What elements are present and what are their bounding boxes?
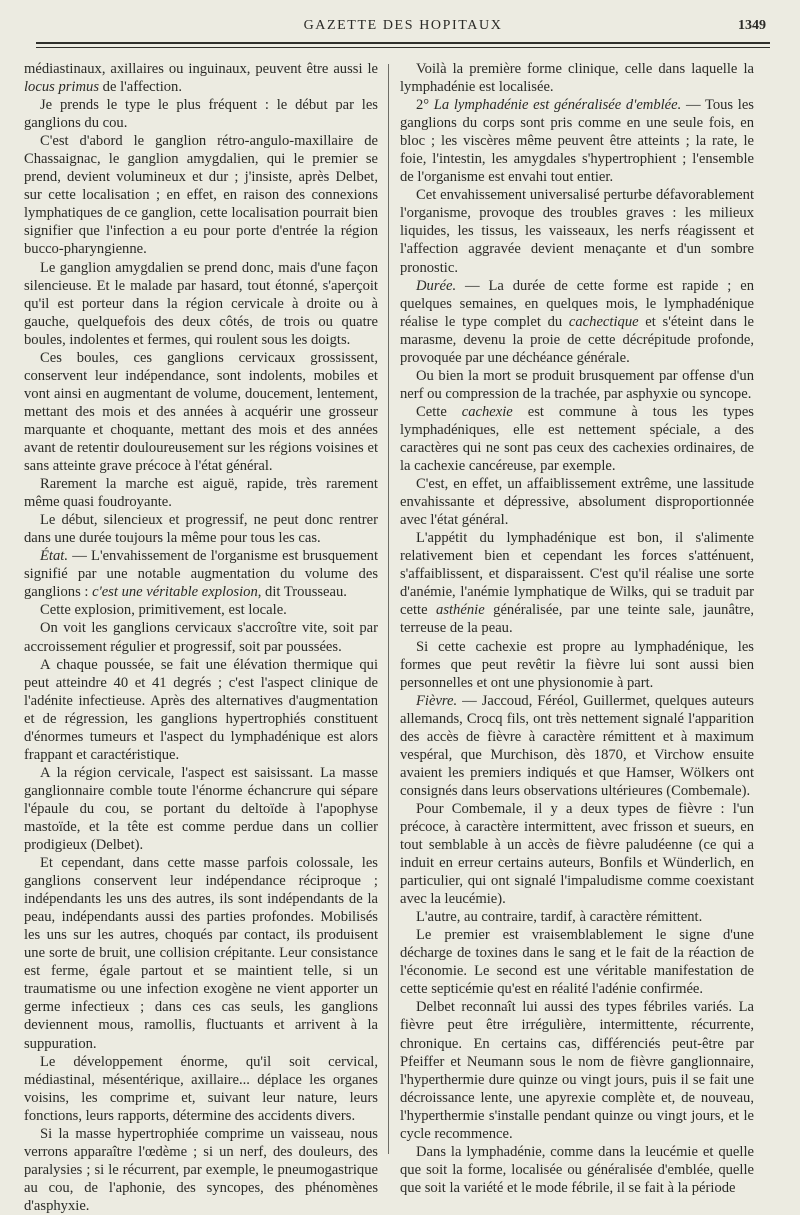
right-column (400, 60, 754, 1196)
paragraph (24, 854, 378, 1053)
text-run: Rarement la marche est aiguë, rapide, très rarement même quasi foudroyante. (24, 476, 378, 511)
text-run: Delbet reconnaît lui aussi des types fébriles variés. La fièvre peut être irrégulière, intermittente, récurrente, chronique. En certains cas, différenciés peut-être par Pfeiffer et Neumann sous le nom de fièvre ganglionnaire, l'hyperthermie dure quinze ou vingt jours, puis il se fait une décroissance lente, une apyrexie complète et, de nouveau, l'hyperthermie s'installe pendant quinze ou vingt jours, et le cycle recommence. (400, 999, 754, 1142)
paragraph (400, 96, 754, 186)
text-run: C'est d'abord le ganglion rétro-angulo-maxillaire de Chassaignac, le ganglion amygdalien, qui le premier se prend, devient volumineux et dur ; j'insiste, après Delbet, sur cette localisation ; en effet, en raison des connexions lymphatiques de ce ganglion, cette localisation pourrait bien signifier que l'infection a eu pour porte d'entrée la région bucco-pharyngienne. (24, 133, 378, 258)
paragraph (24, 619, 378, 655)
paragraph (24, 475, 378, 511)
italic-text: La lymphadénie est généralisée d'emblée. (433, 97, 682, 114)
text-run: Si cette cachexie est propre au lymphadénique, les formes que peut revêtir la fièvre lui sont aussi bien personnelles et ont une physionomie à part. (400, 638, 754, 691)
paragraph (24, 656, 378, 764)
text-run: Le développement énorme, qu'il soit cervical, médiastinal, mésentérique, axillaire... déplace les organes voisins, les comprime et, suivant leur nature, leurs fonctions, leurs rapports, détermine des accidents divers. (24, 1053, 378, 1124)
paragraph (400, 475, 754, 529)
text-run: L'appétit du lymphadénique est bon, il s'alimente relativement bien et cependant les forces s'atténuent, s'affaiblissent, et disparaissent. C'est qu'il réalise une sorte d'anémie, l'anémie lymphatique de Wilks, qui se traduit par cette (400, 530, 754, 619)
text-run: Dans la lymphadénie, comme dans la leucémie et quelle que soit la forme, localisée ou généralisée d'emblée, quelle que soit la variété et le mode fébrile, il se fait à la période (400, 1143, 754, 1196)
paragraph (24, 1053, 378, 1125)
paragraph (400, 529, 754, 637)
text-run: généralisée, par une teinte sale, jaunâtre, terreuse de la peau. (400, 602, 754, 637)
text-run: — Jaccoud, Féréol, Guillermet, quelques auteurs allemands, Crocq fils, ont très nettement signalé l'apparition des accès de fièvre à caractère rémittent et à maximum vespéral, que Murchison, dès 1870, et Virchow ensuite avaient les premiers indiqués et que Hamser, Wölkers ont consignés dans leurs observations ultérieures (Combemale). (400, 692, 754, 799)
text-run: On voit les ganglions cervicaux s'accroître vite, soit par accroissement régulier et progressif, soit par poussées. (24, 620, 378, 655)
paragraph (24, 132, 378, 258)
paragraph (24, 547, 378, 601)
page-header (36, 18, 770, 40)
paragraph (400, 800, 754, 908)
paragraph (400, 638, 754, 692)
text-run: , dit Trousseau. (257, 584, 347, 601)
text-run: Le début, silencieux et progressif, ne peut donc rentrer dans une durée toujours la même pour tous les cas. (24, 512, 378, 547)
italic-text: cachexie (461, 403, 513, 420)
paragraph (400, 403, 754, 475)
text-run: Cette explosion, primitivement, est locale. (40, 602, 287, 619)
italic-text: État. (40, 548, 68, 565)
text-run: Le premier est vraisemblablement le signe d'une décharge de toxines dans le sang et le fait de la réaction de l'économie. Le second est une véritable manifestation de cette septicémie qu'est en réalité l'adénie confirmée. (400, 927, 754, 998)
italic-text: cachectique (568, 313, 639, 330)
text-run: Je prends le type le plus fréquent : le début par les ganglions du cou. (24, 97, 378, 132)
text-run: — L'envahissement de l'organisme est brusquement signifié par une notable augmentation du volume des ganglions : (24, 548, 378, 601)
paragraph (400, 277, 754, 367)
left-column (24, 60, 378, 1214)
text-run: L'autre, au contraire, tardif, à caractère rémittent. (416, 909, 703, 926)
page-number: 1349 (738, 18, 766, 33)
paragraph (24, 349, 378, 475)
italic-text: locus primus (24, 79, 99, 96)
paragraph (400, 998, 754, 1142)
text-run: et s'éteint dans le marasme, devenu la proie de cette décrépitude profonde, provoquée par une déchéance générale. (400, 313, 754, 366)
text-run: Ou bien la mort se produit brusquement par offense d'un nerf ou compression de la trachée, par asphyxie ou syncope. (400, 367, 754, 402)
paragraph (24, 96, 378, 132)
column-divider (388, 64, 389, 1154)
text-run: Et cependant, dans cette masse parfois colossale, les ganglions conservent leur indépendance réciproque ; indépendants les uns des autres, ils sont indépendants de la peau, indépendants aussi des parties profondes. Mobilisés les uns sur les autres, choqués par contact, ils produisent une sorte de bruit, une collision crépitante. Leur consistance est ferme, égale partout et se maintient telle, si un traumatisme ou une infection exogène ne vient apporter un germe infectieux ; dans ces cas seuls, les ganglions deviennent mous, ramollis, fluctuants et arrivent à la suppuration. (24, 855, 378, 1052)
header-rule-thin (36, 47, 770, 48)
text-run: 2° (416, 97, 434, 114)
journal-title: GAZETTE DES HOPITAUX (303, 18, 503, 33)
text-run: Cet envahissement universalisé perturbe défavorablement l'organisme, provoque des troubles graves : les milieux liquides, les tissus, les vaisseaux, les nerfs réagissent et l'affection aggravée devient menaçante et d'un sombre pronostic. (400, 187, 754, 276)
paragraph (24, 1125, 378, 1215)
text-run: Pour Combemale, il y a deux types de fièvre : l'un précoce, à caractère intermittent, avec frisson et sueurs, en tout semblable à un accès de fièvre paludéenne (ce qui a induit en erreur certains auteurs, Bonfils et Wünderlich, en particulier, qui ont signalé l'impaludisme comme coexistant avec la leucémie). (400, 800, 754, 908)
text-run: Si la masse hypertrophiée comprime un vaisseau, nous verrons apparaître l'œdème ; si un nerf, des douleurs, des paralysies ; si le récurrent, par exemple, le pneumogastrique au cou, de l'aphonie, des syncopes, des phénomènes d'asphyxie. (24, 1125, 378, 1214)
paragraph (24, 764, 378, 854)
text-run: médiastinaux, axillaires ou inguinaux, peuvent être aussi le (24, 61, 378, 77)
text-run: C'est, en effet, un affaiblissement extrême, une lassitude envahissante et dépressive, absolument disproportionnée avec l'état général. (400, 476, 754, 529)
italic-text: asthénie (436, 602, 485, 619)
text-run: Ces boules, ces ganglions cervicaux grossissent, conservent leur indépendance, sont indolents, mobiles et vont ainsi en augmentant de volume, doucement, lentement, mettant des mois et des années à acquérir une grosseur marquante et choquante, mettant des mois et des années avant de retentir douloureusement sur les régions voisines et sans atteinte grave précoce à l'état général. (24, 349, 378, 475)
italic-text: Durée. (416, 277, 457, 294)
paragraph (24, 511, 378, 547)
text-run: A chaque poussée, se fait une élévation thermique qui peut atteindre 40 et 41 degrés ; c'est l'aspect clinique de l'adénite infectieuse. Après des alternatives d'augmentation et de régression, les ganglions hypertrophiés constituent d'énormes tumeurs et l'aspect du lymphadénique est alors frappant et caractéristique. (24, 656, 378, 763)
text-run: — La durée de cette forme est rapide ; en quelques semaines, en quelques mois, le lymphadénique réalise le type complet du (400, 277, 754, 330)
paragraph (400, 926, 754, 998)
paragraph (400, 60, 754, 96)
paragraph (24, 601, 378, 619)
text-run: de l'affection. (99, 79, 182, 96)
paragraph (24, 60, 378, 96)
header-rule-thick (36, 42, 770, 44)
italic-text: c'est une véritable explosion (92, 584, 258, 601)
paragraph (400, 367, 754, 403)
text-run: — Tous les ganglions du corps sont pris comme en une seule fois, en bloc ; les viscères même peuvent être atteints ; la rate, le foie, l'intestin, les amygdales s'hypertrophient ; l'ensemble de l'organisme est envahi tout entier. (400, 97, 754, 186)
text-run: A la région cervicale, l'aspect est saisissant. La masse ganglionnaire comble toute l'énorme échancrure qui sépare l'épaule du cou, se portant du deltoïde à l'apophyse mastoïde, et la tête est comme perdue dans un collier prodigieux (Delbet). (24, 764, 378, 854)
paragraph (24, 259, 378, 349)
paragraph (400, 186, 754, 276)
paragraph (400, 908, 754, 926)
text-run: Le ganglion amygdalien se prend donc, mais d'une façon silencieuse. Et le malade par hasard, tout étonné, s'aperçoit qu'il est porteur dans la région cervicale à droite ou à gauche, quelquefois des deux côtés, de trois ou quatre boules, indolentes et fermes, qui roulent sous les doigts. (24, 259, 378, 348)
text-run: Cette (416, 403, 462, 420)
paragraph (400, 1143, 754, 1197)
text-run: Voilà la première forme clinique, celle dans laquelle la lymphadénie est localisée. (400, 61, 754, 96)
paragraph (400, 692, 754, 800)
italic-text: Fièvre. (416, 692, 458, 709)
text-run: est commune à tous les types lymphadéniques, elle est nettement spéciale, a des caractères qui ne sont pas ceux des cachexies ordinaires, de la cachexie cancéreuse, par exemple. (400, 403, 754, 475)
